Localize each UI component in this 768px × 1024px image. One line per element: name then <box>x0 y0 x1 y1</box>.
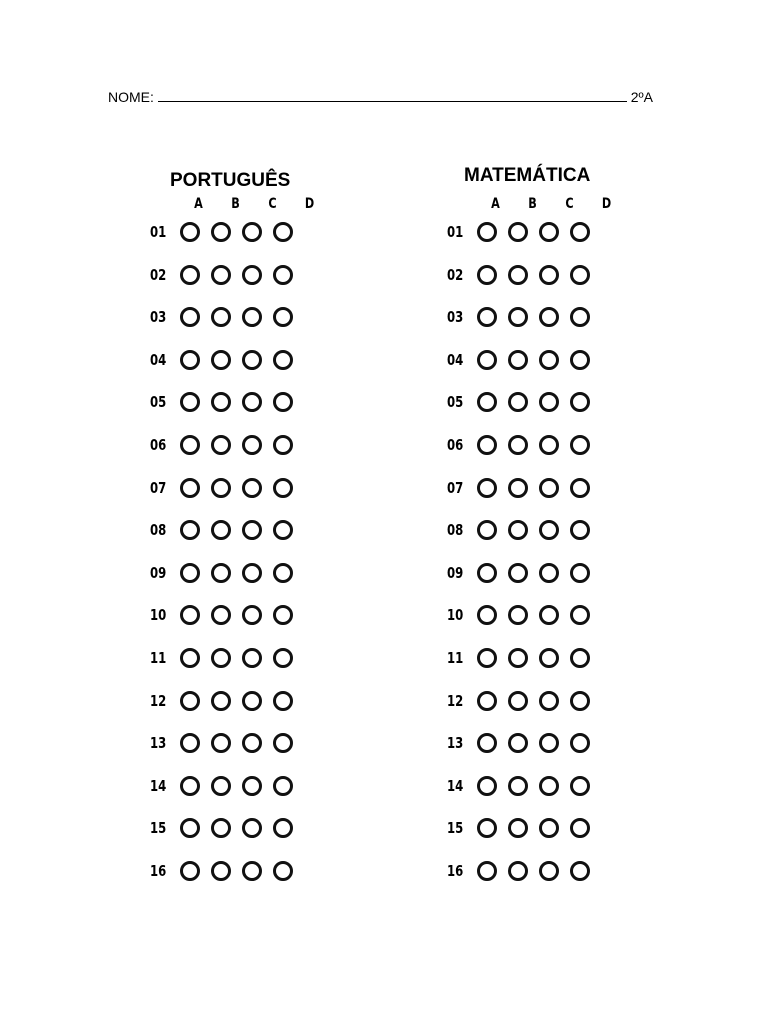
answer-bubble-b[interactable] <box>211 392 231 412</box>
question-number: 14 <box>447 776 464 795</box>
question-row <box>447 643 601 673</box>
question-number: 01 <box>447 223 464 241</box>
answer-bubble-b[interactable] <box>508 605 528 625</box>
question-number: 01 <box>150 223 167 241</box>
answer-bubble-d[interactable] <box>273 818 293 838</box>
question-number: 16 <box>150 862 167 880</box>
answer-bubble-a[interactable] <box>477 350 497 370</box>
question-row <box>447 302 601 332</box>
question-number: 09 <box>150 563 167 582</box>
question-number: 05 <box>447 393 464 412</box>
answer-bubble-d[interactable] <box>570 605 590 625</box>
answer-bubble-a[interactable] <box>180 861 200 881</box>
answer-bubble-b[interactable] <box>508 861 528 881</box>
answer-bubble-c[interactable] <box>539 605 559 625</box>
question-number: 04 <box>150 350 167 369</box>
answer-bubble-c[interactable] <box>242 648 262 668</box>
answer-bubble-d[interactable] <box>273 861 293 881</box>
question-row <box>150 345 304 375</box>
answer-bubble-a[interactable] <box>477 605 497 625</box>
answer-bubble-d[interactable] <box>273 478 293 498</box>
question-number: 08 <box>150 521 167 540</box>
name-label: NOME: <box>108 89 154 105</box>
answer-bubble-b[interactable] <box>211 265 231 285</box>
answer-bubble-c[interactable] <box>242 520 262 540</box>
answer-bubble-c[interactable] <box>242 435 262 455</box>
question-number: 06 <box>447 436 464 454</box>
answer-bubble-b[interactable] <box>508 478 528 498</box>
answer-bubble-a[interactable] <box>180 776 200 796</box>
answer-bubble-d[interactable] <box>273 435 293 455</box>
answer-bubble-b[interactable] <box>508 265 528 285</box>
answer-bubble-d[interactable] <box>570 265 590 285</box>
question-number: 11 <box>150 649 167 667</box>
answer-bubble-b[interactable] <box>211 478 231 498</box>
answer-bubble-c[interactable] <box>242 478 262 498</box>
answer-bubble-c[interactable] <box>539 350 559 370</box>
answer-bubble-c[interactable] <box>242 350 262 370</box>
question-row <box>150 558 304 588</box>
answer-bubble-d[interactable] <box>273 265 293 285</box>
answer-bubble-b[interactable] <box>211 733 231 753</box>
question-row <box>150 813 304 843</box>
answer-bubble-a[interactable] <box>477 691 497 711</box>
answer-bubble-c[interactable] <box>242 691 262 711</box>
answer-bubble-c[interactable] <box>539 733 559 753</box>
answer-bubble-a[interactable] <box>477 222 497 242</box>
answer-bubble-a[interactable] <box>477 392 497 412</box>
option-letter-c: C <box>268 196 277 212</box>
question-row <box>150 473 304 503</box>
answer-bubble-c[interactable] <box>242 818 262 838</box>
answer-bubble-c[interactable] <box>539 818 559 838</box>
answer-bubble-b[interactable] <box>211 605 231 625</box>
answer-bubble-a[interactable] <box>180 222 200 242</box>
answer-bubble-d[interactable] <box>273 307 293 327</box>
answer-bubble-b[interactable] <box>508 563 528 583</box>
answer-bubble-a[interactable] <box>180 265 200 285</box>
question-number: 03 <box>150 308 167 327</box>
answer-bubble-d[interactable] <box>570 350 590 370</box>
answer-bubble-b[interactable] <box>211 818 231 838</box>
option-letter-a: A <box>491 196 500 212</box>
answer-bubble-b[interactable] <box>508 691 528 711</box>
answer-bubble-d[interactable] <box>273 520 293 540</box>
answer-bubble-a[interactable] <box>180 818 200 838</box>
answer-bubble-d[interactable] <box>570 818 590 838</box>
question-row <box>447 515 601 545</box>
answer-bubble-b[interactable] <box>508 648 528 668</box>
answer-bubble-b[interactable] <box>508 435 528 455</box>
answer-bubble-d[interactable] <box>570 691 590 711</box>
answer-bubble-b[interactable] <box>211 350 231 370</box>
answer-bubble-a[interactable] <box>477 733 497 753</box>
answer-bubble-d[interactable] <box>570 733 590 753</box>
answer-bubble-c[interactable] <box>242 563 262 583</box>
answer-bubble-a[interactable] <box>477 307 497 327</box>
answer-bubble-d[interactable] <box>273 691 293 711</box>
question-number: 02 <box>150 265 167 284</box>
answer-bubble-d[interactable] <box>570 776 590 796</box>
answer-bubble-d[interactable] <box>273 605 293 625</box>
answer-bubble-b[interactable] <box>211 563 231 583</box>
answer-bubble-a[interactable] <box>477 648 497 668</box>
question-row <box>447 430 601 460</box>
question-number: 10 <box>150 606 167 625</box>
answer-bubble-c[interactable] <box>539 222 559 242</box>
question-number: 16 <box>447 862 464 880</box>
question-row <box>150 600 304 630</box>
answer-bubble-b[interactable] <box>211 307 231 327</box>
answer-bubble-d[interactable] <box>273 563 293 583</box>
answer-bubble-b[interactable] <box>211 776 231 796</box>
answer-bubble-a[interactable] <box>477 435 497 455</box>
section-title: PORTUGUÊS <box>170 170 291 191</box>
answer-bubble-b[interactable] <box>508 733 528 753</box>
answer-bubble-c[interactable] <box>539 392 559 412</box>
question-number: 04 <box>447 350 464 369</box>
question-row <box>150 260 304 290</box>
answer-bubble-b[interactable] <box>508 222 528 242</box>
question-number: 08 <box>447 521 464 540</box>
answer-bubble-b[interactable] <box>508 350 528 370</box>
question-row <box>447 771 601 801</box>
answer-bubble-d[interactable] <box>570 307 590 327</box>
answer-bubble-d[interactable] <box>570 392 590 412</box>
answer-bubble-d[interactable] <box>570 861 590 881</box>
question-number: 11 <box>447 649 464 667</box>
question-number: 10 <box>447 606 464 625</box>
answer-bubble-b[interactable] <box>508 392 528 412</box>
answer-bubble-b[interactable] <box>211 520 231 540</box>
answer-bubble-c[interactable] <box>539 307 559 327</box>
answer-bubble-b[interactable] <box>211 222 231 242</box>
answer-bubble-c[interactable] <box>539 691 559 711</box>
question-row <box>447 728 601 758</box>
question-row <box>150 430 304 460</box>
question-row <box>150 387 304 417</box>
answer-bubble-a[interactable] <box>180 435 200 455</box>
answer-bubble-c[interactable] <box>242 392 262 412</box>
answer-bubble-b[interactable] <box>508 520 528 540</box>
answer-bubble-c[interactable] <box>242 222 262 242</box>
answer-bubble-d[interactable] <box>570 648 590 668</box>
question-number: 09 <box>447 563 464 582</box>
answer-bubble-a[interactable] <box>180 520 200 540</box>
answer-bubble-d[interactable] <box>570 478 590 498</box>
answer-bubble-b[interactable] <box>508 776 528 796</box>
answer-bubble-b[interactable] <box>508 307 528 327</box>
answer-bubble-c[interactable] <box>242 605 262 625</box>
question-number: 02 <box>447 265 464 284</box>
option-letter-d: D <box>304 196 315 212</box>
class-label: 2ºA <box>630 89 653 105</box>
question-row <box>447 856 601 886</box>
name-header <box>108 85 653 105</box>
answer-bubble-c[interactable] <box>539 861 559 881</box>
answer-bubble-c[interactable] <box>539 776 559 796</box>
answer-bubble-d[interactable] <box>570 520 590 540</box>
answer-bubble-a[interactable] <box>180 733 200 753</box>
question-number: 03 <box>447 308 464 327</box>
question-row <box>150 515 304 545</box>
answer-bubble-a[interactable] <box>477 478 497 498</box>
answer-bubble-a[interactable] <box>180 691 200 711</box>
question-number: 13 <box>447 734 464 753</box>
question-row <box>150 643 304 673</box>
question-row <box>447 345 601 375</box>
question-row <box>150 217 304 247</box>
answer-bubble-a[interactable] <box>477 265 497 285</box>
answer-bubble-a[interactable] <box>180 478 200 498</box>
answer-bubble-d[interactable] <box>570 563 590 583</box>
question-row <box>150 686 304 716</box>
answer-bubble-c[interactable] <box>539 478 559 498</box>
answer-bubble-d[interactable] <box>273 733 293 753</box>
answer-bubble-d[interactable] <box>570 222 590 242</box>
answer-bubble-a[interactable] <box>477 818 497 838</box>
answer-bubble-d[interactable] <box>273 648 293 668</box>
answer-bubble-c[interactable] <box>539 265 559 285</box>
question-row <box>150 302 304 332</box>
question-row <box>447 558 601 588</box>
question-row <box>447 387 601 417</box>
answer-bubble-d[interactable] <box>570 435 590 455</box>
option-letter-a: A <box>194 196 203 212</box>
option-letter-c: C <box>565 196 574 212</box>
answer-bubble-c[interactable] <box>539 435 559 455</box>
answer-bubble-c[interactable] <box>242 307 262 327</box>
question-row <box>150 728 304 758</box>
answer-bubble-c[interactable] <box>242 776 262 796</box>
question-number: 13 <box>150 734 167 753</box>
answer-bubble-b[interactable] <box>211 648 231 668</box>
question-number: 12 <box>150 691 167 710</box>
question-number: 12 <box>447 691 464 710</box>
name-line[interactable] <box>158 100 627 102</box>
question-row <box>447 600 601 630</box>
section-title: MATEMÁTICA <box>464 165 591 186</box>
question-row <box>447 260 601 290</box>
answer-bubble-a[interactable] <box>477 861 497 881</box>
answer-bubble-a[interactable] <box>180 307 200 327</box>
answer-bubble-b[interactable] <box>508 818 528 838</box>
question-number: 05 <box>150 393 167 412</box>
answer-bubble-d[interactable] <box>273 222 293 242</box>
question-row <box>150 856 304 886</box>
answer-bubble-c[interactable] <box>242 733 262 753</box>
answer-bubble-c[interactable] <box>539 520 559 540</box>
question-number: 07 <box>150 478 167 497</box>
answer-bubble-b[interactable] <box>211 691 231 711</box>
question-number: 15 <box>447 819 464 838</box>
question-row <box>150 771 304 801</box>
option-letters <box>477 196 625 212</box>
question-number: 14 <box>150 776 167 795</box>
question-number: 15 <box>150 819 167 838</box>
answer-bubble-c[interactable] <box>539 648 559 668</box>
option-letter-b: B <box>528 196 537 212</box>
answer-bubble-d[interactable] <box>273 392 293 412</box>
answer-bubble-b[interactable] <box>211 435 231 455</box>
answer-bubble-a[interactable] <box>180 563 200 583</box>
answer-bubble-c[interactable] <box>242 861 262 881</box>
question-number: 07 <box>447 478 464 497</box>
question-row <box>447 473 601 503</box>
answer-bubble-a[interactable] <box>477 520 497 540</box>
answer-bubble-a[interactable] <box>180 350 200 370</box>
option-letter-d: D <box>601 196 612 212</box>
question-row <box>447 217 601 247</box>
answer-bubble-d[interactable] <box>273 350 293 370</box>
answer-bubble-c[interactable] <box>242 265 262 285</box>
option-letter-b: B <box>231 196 240 212</box>
answer-bubble-a[interactable] <box>477 776 497 796</box>
answer-bubble-d[interactable] <box>273 776 293 796</box>
answer-bubble-a[interactable] <box>180 605 200 625</box>
option-letters <box>180 196 328 212</box>
answer-bubble-a[interactable] <box>180 648 200 668</box>
answer-bubble-b[interactable] <box>211 861 231 881</box>
answer-bubble-a[interactable] <box>180 392 200 412</box>
question-row <box>447 813 601 843</box>
answer-bubble-a[interactable] <box>477 563 497 583</box>
answer-bubble-c[interactable] <box>539 563 559 583</box>
question-row <box>447 686 601 716</box>
question-number: 06 <box>150 436 167 454</box>
